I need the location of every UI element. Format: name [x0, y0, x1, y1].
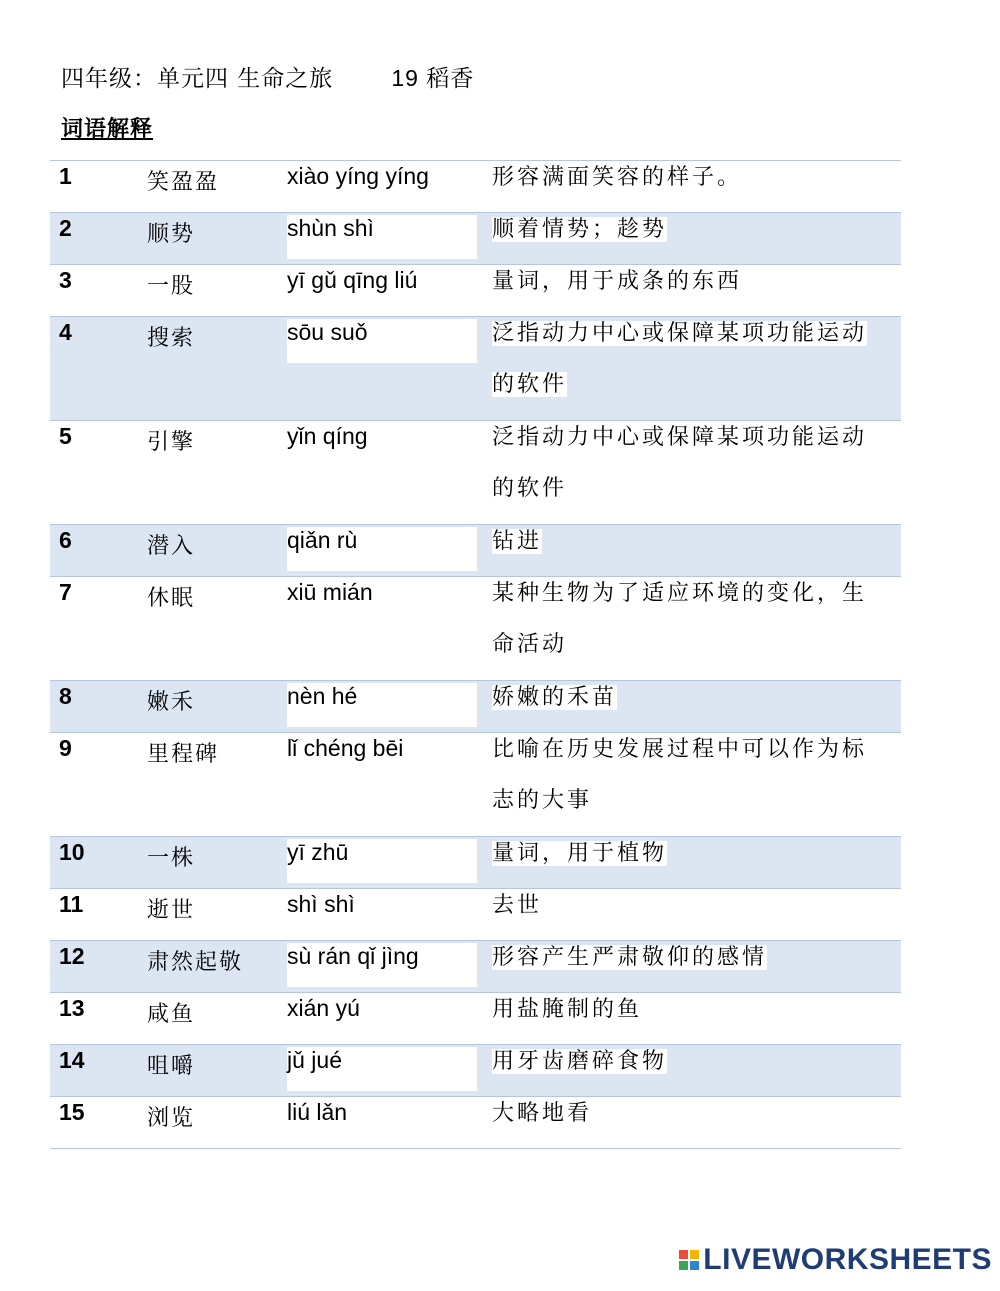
definition-text: 用牙齿磨碎食物 [492, 1049, 668, 1074]
row-number: 11 [59, 891, 84, 917]
vocab-pinyin: lǐ chéng bēi [287, 735, 404, 761]
definition-text: 形容产生严肃敬仰的感情 [492, 945, 768, 970]
vocab-word: 顺势 [147, 222, 196, 247]
vocab-pinyin: sōu suǒ [287, 319, 477, 363]
vocab-word: 里程碑 [147, 742, 220, 767]
definition-text: 泛指动力中心或保障某项功能运动的软件 [492, 321, 868, 397]
vocab-pinyin: shì shì [287, 891, 355, 917]
definition-text: 某种生物为了适应环境的变化，生命活动 [492, 581, 868, 657]
vocab-definition [492, 308, 888, 410]
vocab-pinyin: xiū mián [287, 579, 373, 605]
vocab-word: 嫩禾 [147, 690, 196, 715]
vocab-word: 咸鱼 [147, 1002, 196, 1027]
vocab-word: 一株 [147, 846, 196, 871]
vocab-pinyin: sù rán qǐ jìng [287, 943, 477, 987]
table-row [50, 421, 901, 525]
table-row [50, 733, 901, 837]
definition-text: 去世 [492, 893, 543, 918]
vocab-pinyin: jǔ jué [287, 1047, 477, 1091]
vocab-word: 浏览 [147, 1106, 196, 1131]
worksheet-header [61, 60, 474, 93]
vocab-pinyin: yī zhū [287, 839, 477, 883]
definition-text: 大略地看 [492, 1101, 593, 1126]
vocab-definition [492, 828, 888, 879]
row-number: 10 [59, 839, 85, 865]
row-number: 7 [59, 579, 72, 605]
vocab-pinyin: qiǎn rù [287, 527, 477, 571]
table-row [50, 577, 901, 681]
row-number: 14 [59, 1047, 85, 1073]
vocab-word: 搜索 [147, 326, 196, 351]
vocab-definition [492, 984, 888, 1035]
vocab-word: 一股 [147, 274, 196, 299]
row-number: 2 [59, 215, 72, 241]
lesson-title: 19 稻香 [391, 65, 475, 91]
vocab-definition [492, 256, 888, 307]
row-number: 8 [59, 683, 72, 709]
vocab-pinyin: liú lǎn [287, 1099, 348, 1125]
definition-text: 用盐腌制的鱼 [492, 997, 643, 1022]
section-title: 词语解释 [61, 116, 154, 142]
definition-text: 钻进 [492, 529, 543, 554]
vocab-pinyin: nèn hé [287, 683, 477, 727]
row-number: 5 [59, 423, 72, 449]
vocab-word: 咀嚼 [147, 1054, 196, 1079]
vocab-table [50, 160, 901, 1149]
row-number: 15 [59, 1099, 85, 1125]
vocab-definition [492, 1036, 888, 1087]
table-row [50, 317, 901, 421]
vocab-word: 笑盈盈 [147, 170, 220, 195]
row-number: 3 [59, 267, 72, 293]
vocab-definition [492, 204, 888, 255]
liveworksheets-logo-icon [679, 1250, 699, 1270]
unit-title: 四年级：单元四 生命之旅 [61, 66, 334, 92]
row-number: 6 [59, 527, 72, 553]
definition-text: 娇嫩的禾苗 [492, 685, 618, 710]
definition-text: 形容满面笑容的样子。 [492, 165, 743, 190]
liveworksheets-brand [679, 1243, 992, 1277]
row-number: 1 [59, 163, 72, 189]
definition-text: 泛指动力中心或保障某项功能运动的软件 [492, 425, 868, 501]
vocab-word: 肃然起敬 [147, 950, 244, 975]
vocab-word: 潜入 [147, 534, 196, 559]
row-number: 9 [59, 735, 72, 761]
vocab-pinyin: yǐn qíng [287, 423, 368, 449]
vocab-pinyin: xián yú [287, 995, 360, 1021]
definition-text: 量词，用于成条的东西 [492, 269, 743, 294]
vocab-definition [492, 724, 888, 826]
row-number: 13 [59, 995, 85, 1021]
definition-text: 顺着情势；趁势 [492, 217, 668, 242]
vocab-pinyin: yī gǔ qīng liú [287, 267, 418, 293]
table-row [50, 1097, 901, 1149]
vocab-definition [492, 152, 888, 203]
vocab-definition [492, 932, 888, 983]
vocab-word: 休眠 [147, 586, 196, 611]
vocab-definition [492, 412, 888, 514]
vocab-definition [492, 672, 888, 723]
vocab-pinyin: xiào yíng yíng [287, 163, 429, 189]
definition-text: 比喻在历史发展过程中可以作为标志的大事 [492, 737, 868, 813]
vocab-definition [492, 516, 888, 567]
definition-text: 量词，用于植物 [492, 841, 668, 866]
row-number: 4 [59, 319, 72, 345]
vocab-pinyin: shùn shì [287, 215, 477, 259]
vocab-definition [492, 1088, 888, 1139]
brand-text: LIVEWORKSHEETS [703, 1243, 992, 1276]
vocab-definition [492, 880, 888, 931]
vocab-definition [492, 568, 888, 670]
vocab-word: 引擎 [147, 430, 196, 455]
row-number: 12 [59, 943, 85, 969]
vocab-word: 逝世 [147, 898, 196, 923]
